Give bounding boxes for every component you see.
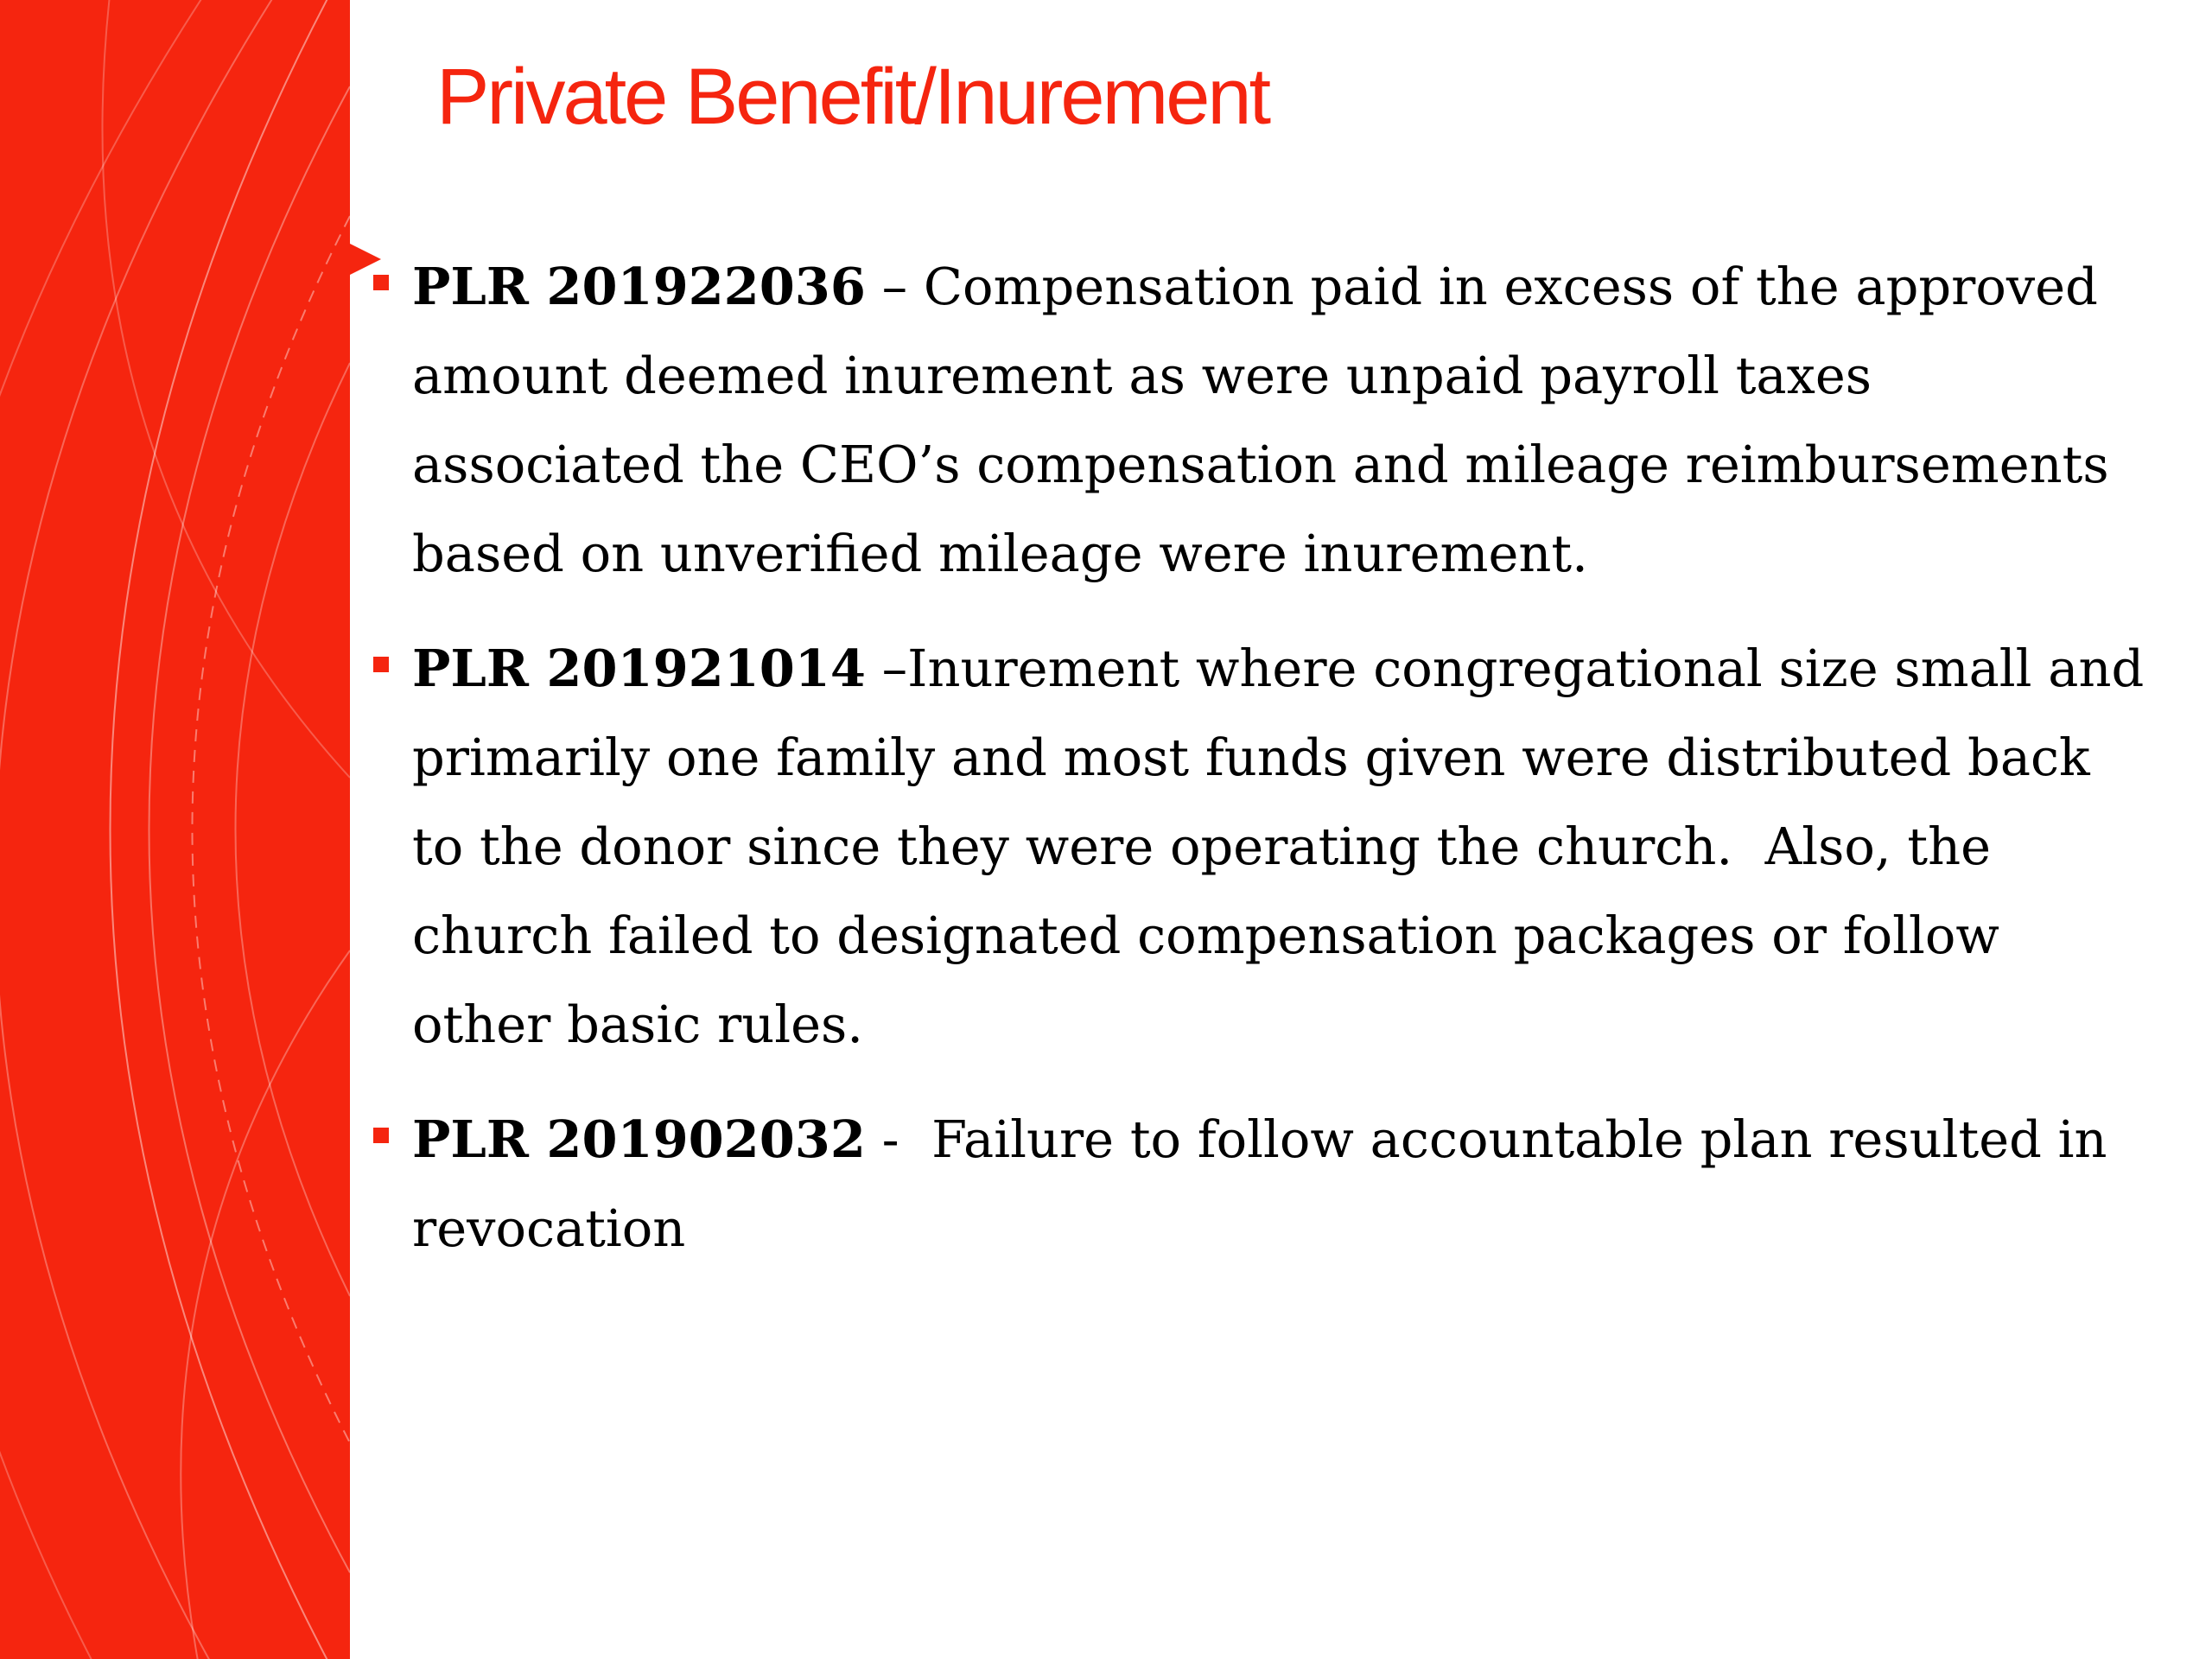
plr-number: PLR 201902032 (412, 1109, 866, 1169)
bullet-item (373, 1095, 2153, 1273)
plr-number: PLR 201921014 (412, 639, 866, 698)
bullet-square-icon (373, 275, 389, 290)
bullet-square-icon (373, 1128, 389, 1143)
bullet-item (373, 624, 2160, 1069)
decorative-side-panel (0, 0, 350, 1659)
decorative-arcs (0, 0, 350, 1659)
bullet-text: – Compensation paid in excess of the approved amount deemed inurement as were unpaid payroll taxes associated the CEO’s compensation and mileage reimbursements based on unverified mileage were inurement. (412, 257, 2126, 583)
bullet-square-icon (373, 657, 389, 672)
bullet-list (373, 242, 2160, 1299)
bullet-text: - Failure to follow accountable plan resulted in revocation (412, 1109, 2124, 1258)
bullet-item (373, 242, 2153, 598)
plr-number: PLR 201922036 (412, 257, 866, 316)
bullet-text: –Inurement where congregational size small and primarily one family and most funds given were distributed back to the donor since they were operating the church. Also, the church failed to designated compensation packages or follow other basic rules. (412, 639, 2160, 1054)
slide-title: Private Benefit/Inurement (436, 53, 1269, 141)
